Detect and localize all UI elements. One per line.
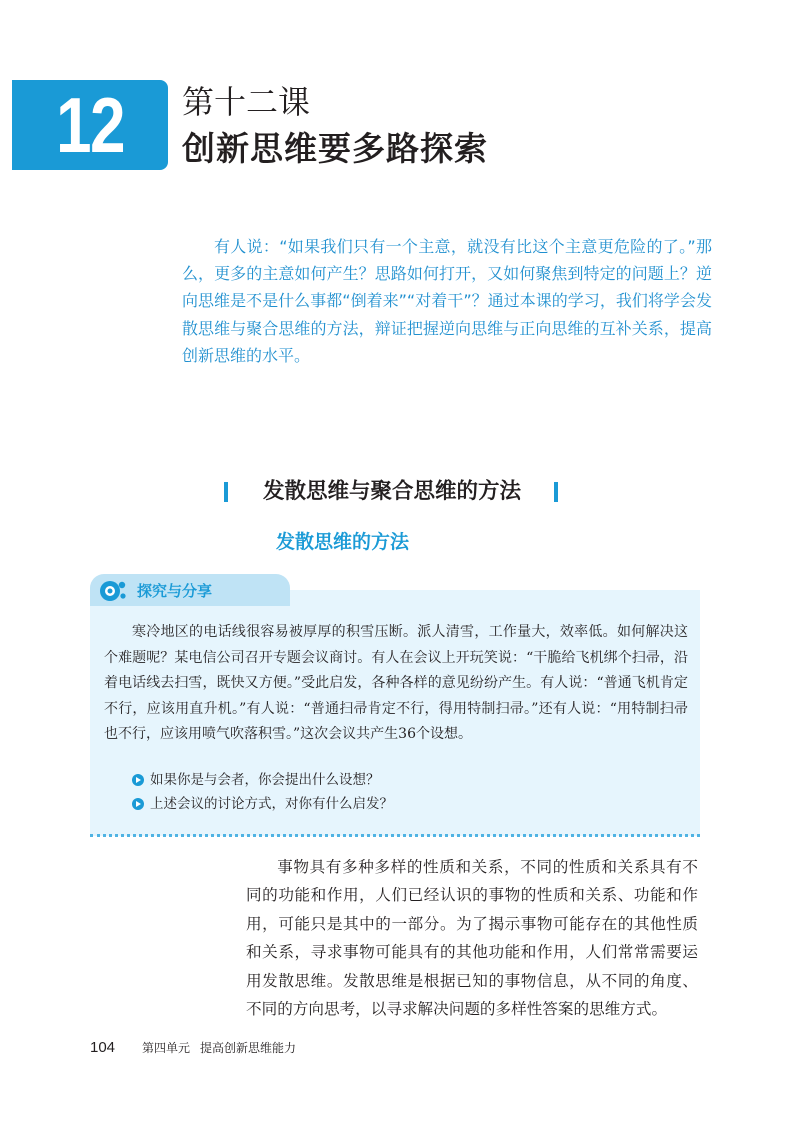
body-paragraph: 事物具有多种多样的性质和关系，不同的性质和关系具有不同的功能和作用，人们已经认识的事物的性质和关系、功能和作用，可能只是其中的一部分。为了揭示事物可能存在的其他性质和关系，寻求事物可能具有的其他功能和作用，人们常常需要运用发散思维。发散思维是根据已知的事物信息，从不同的角度、不同的方向思考，以寻求解决问题的多样性答案的思维方式。 xyxy=(246,858,698,1019)
section-title: 发散思维与聚合思维的方法 xyxy=(262,479,521,504)
panel-dotted-divider xyxy=(90,834,700,837)
explore-story: 寒冷地区的电话线很容易被厚厚的积雪压断。派人清雪，工作量大，效率低。如何解决这个难题呢？某电信公司召开专题会议商讨。有人在会议上开玩笑说：“干脆给飞机绑个扫帚，沿着电话线去扫雪，既快又方便。”受此启发，各种各样的意见纷纷产生。有人说：“普通飞机肯定不行，应该用直升机。”有人说：“普通扫帚肯定不行，得用特制扫帚。”还有人说：“用特制扫帚也不行，应该用喷气吹落积雪。”这次会议共产生36个设想。 xyxy=(104,624,688,742)
section-title-bar-right xyxy=(554,482,558,502)
arrow-bullet-icon xyxy=(132,774,144,786)
page-number: 104 xyxy=(90,1039,116,1056)
explore-share-icon xyxy=(98,578,128,604)
question-item xyxy=(132,793,393,815)
question-text: 如果你是与会者，你会提出什么设想？ xyxy=(150,772,380,788)
lesson-intro: 有人说：“如果我们只有一个主意，就没有比这个主意更危险的了。”那么，更多的主意如何产生？思路如何打开，又如何聚焦到特定的问题上？逆向思维是不是什么事都“倒着来”“对着干”？通过本课的学习，我们将学会发散思维与聚合思维的方法，辩证把握逆向思维与正向思维的互补关系，提高创新思维的水平。 xyxy=(182,237,712,365)
subsection-title: 发散思维的方法 xyxy=(276,531,410,553)
unit-title: 提高创新思维能力 xyxy=(200,1041,297,1055)
question-text: 上述会议的讨论方式，对你有什么启发？ xyxy=(150,796,393,812)
arrow-bullet-icon xyxy=(132,798,144,810)
section-title-bar-left xyxy=(224,482,228,502)
unit-label: 第四单元 xyxy=(142,1041,191,1055)
lesson-number: 12 xyxy=(56,81,124,169)
question-item xyxy=(132,769,380,791)
lesson-title: 创新思维要多路探索 xyxy=(182,129,488,168)
explore-share-label: 探究与分享 xyxy=(137,582,213,600)
lesson-label: 第十二课 xyxy=(182,83,311,121)
